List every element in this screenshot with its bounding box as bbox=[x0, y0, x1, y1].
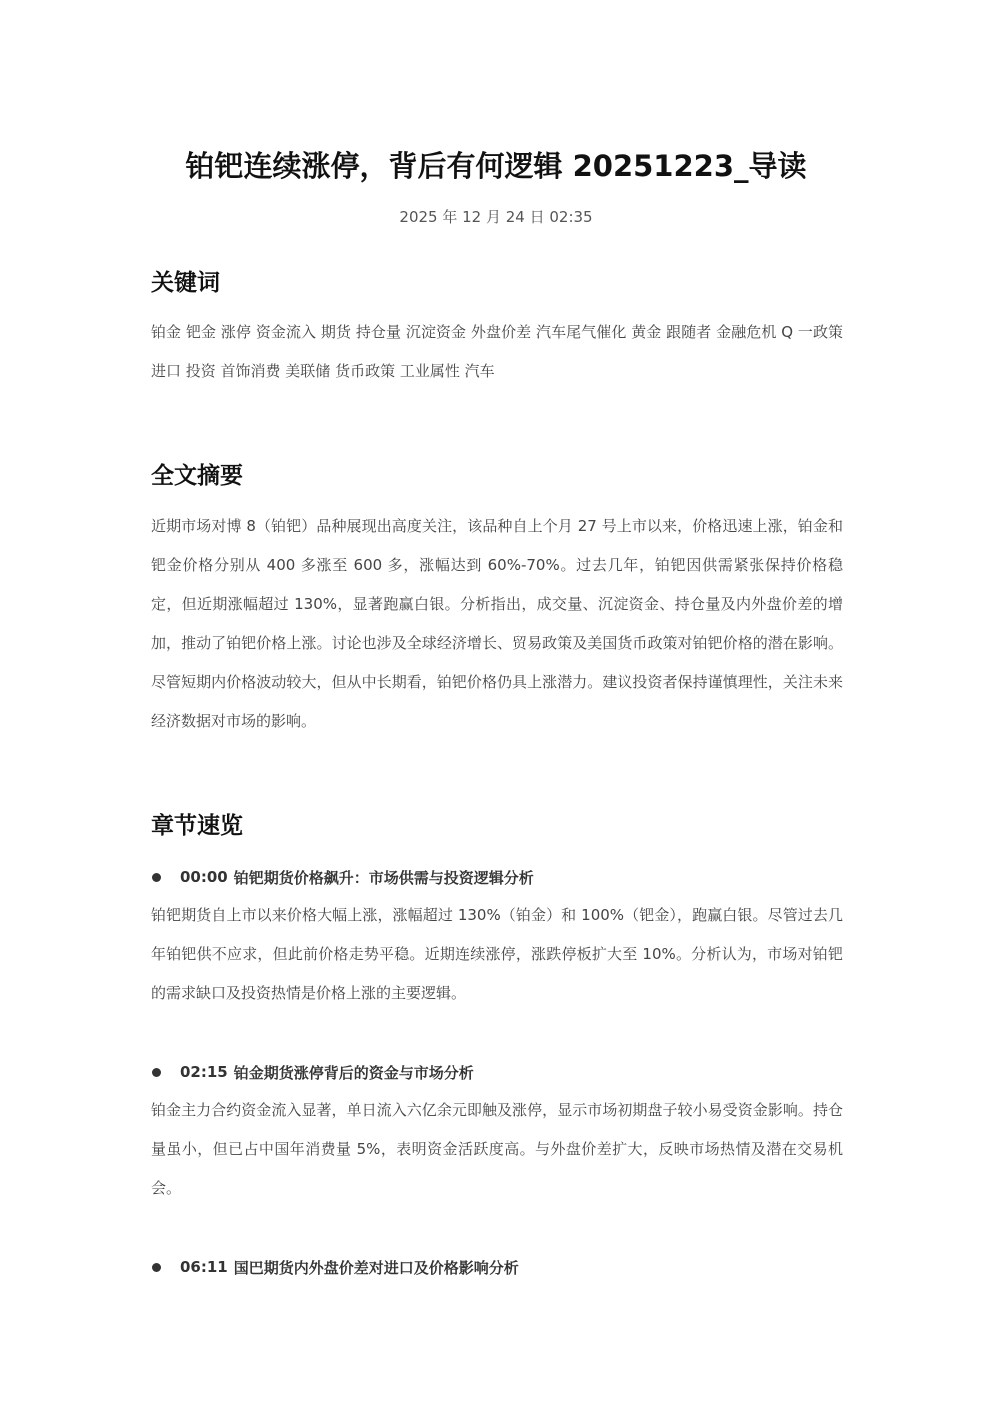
chapter-2-text: 铂金主力合约资金流入显著，单日流入六亿余元即触及涨停，显示市场初期盘子较小易受资金影响。持仓量虽小，但已占中国年消费量 5%，表明资金活跃度高。与外盘价差扩大，反映市场热情及潜在交易机会。 bbox=[151, 1101, 843, 1197]
chapter-2-header bbox=[151, 1059, 843, 1085]
document-title: 铂钯连续涨停，背后有何逻辑 20251223_导读 bbox=[185, 149, 807, 183]
chapter-1-title: 铂钯期货价格飙升：市场供需与投资逻辑分析 bbox=[233, 868, 534, 887]
chapter-1-time: 00:00 bbox=[180, 868, 228, 886]
chapter-3-time: 06:11 bbox=[180, 1258, 228, 1276]
chapter-2-title: 铂金期货涨停背后的资金与市场分析 bbox=[233, 1063, 474, 1082]
keywords-text: 铂金 钯金 涨停 资金流入 期货 持仓量 沉淀资金 外盘价差 汽车尾气催化 黄金 跟随者 金融危机 Q 一政策 进口 投资 首饰消费 美联储 货币政策 工业属性 汽车 bbox=[151, 323, 843, 380]
summary-heading: 全文摘要 bbox=[151, 463, 243, 489]
bullet-icon bbox=[152, 1263, 161, 1272]
chapter-2-time: 02:15 bbox=[180, 1063, 228, 1081]
bullet-icon bbox=[152, 1068, 161, 1077]
chapters-heading: 章节速览 bbox=[151, 813, 243, 839]
chapter-1-text: 铂钯期货自上市以来价格大幅上涨，涨幅超过 130%（铂金）和 100%（钯金），跑赢白银。尽管过去几年铂钯供不应求，但此前价格走势平稳。近期连续涨停，涨跌停板扩大至 10%。分析认为，市场对铂钯的需求缺口及投资热情是价格上涨的主要逻辑。 bbox=[151, 906, 843, 1002]
document-date: 2025 年 12 月 24 日 02:35 bbox=[399, 208, 593, 226]
summary-text: 近期市场对博 8（铂钯）品种展现出高度关注，该品种自上个月 27 号上市以来，价格迅速上涨，铂金和钯金价格分别从 400 多涨至 600 多，涨幅达到 60%-70%。过去几年，铂钯因供需紧张保持价格稳定，但近期涨幅超过 130%，显著跑赢白银。分析指出，成交量、沉淀资金、持仓量及内外盘价差的增加，推动了铂钯价格上涨。讨论也涉及全球经济增长、贸易政策及美国货币政策对铂钯价格的潜在影响。尽管短期内价格波动较大，但从中长期看，铂钯价格仍具上涨潜力。建议投资者保持谨慎理性，关注未来经济数据对市场的影响。 bbox=[151, 517, 843, 730]
bullet-icon bbox=[152, 873, 161, 882]
keywords-heading: 关键词 bbox=[151, 270, 220, 296]
chapter-3-title: 国巴期货内外盘价差对进口及价格影响分析 bbox=[233, 1258, 519, 1277]
chapter-3-header bbox=[151, 1254, 843, 1280]
chapter-1-header bbox=[151, 864, 843, 890]
